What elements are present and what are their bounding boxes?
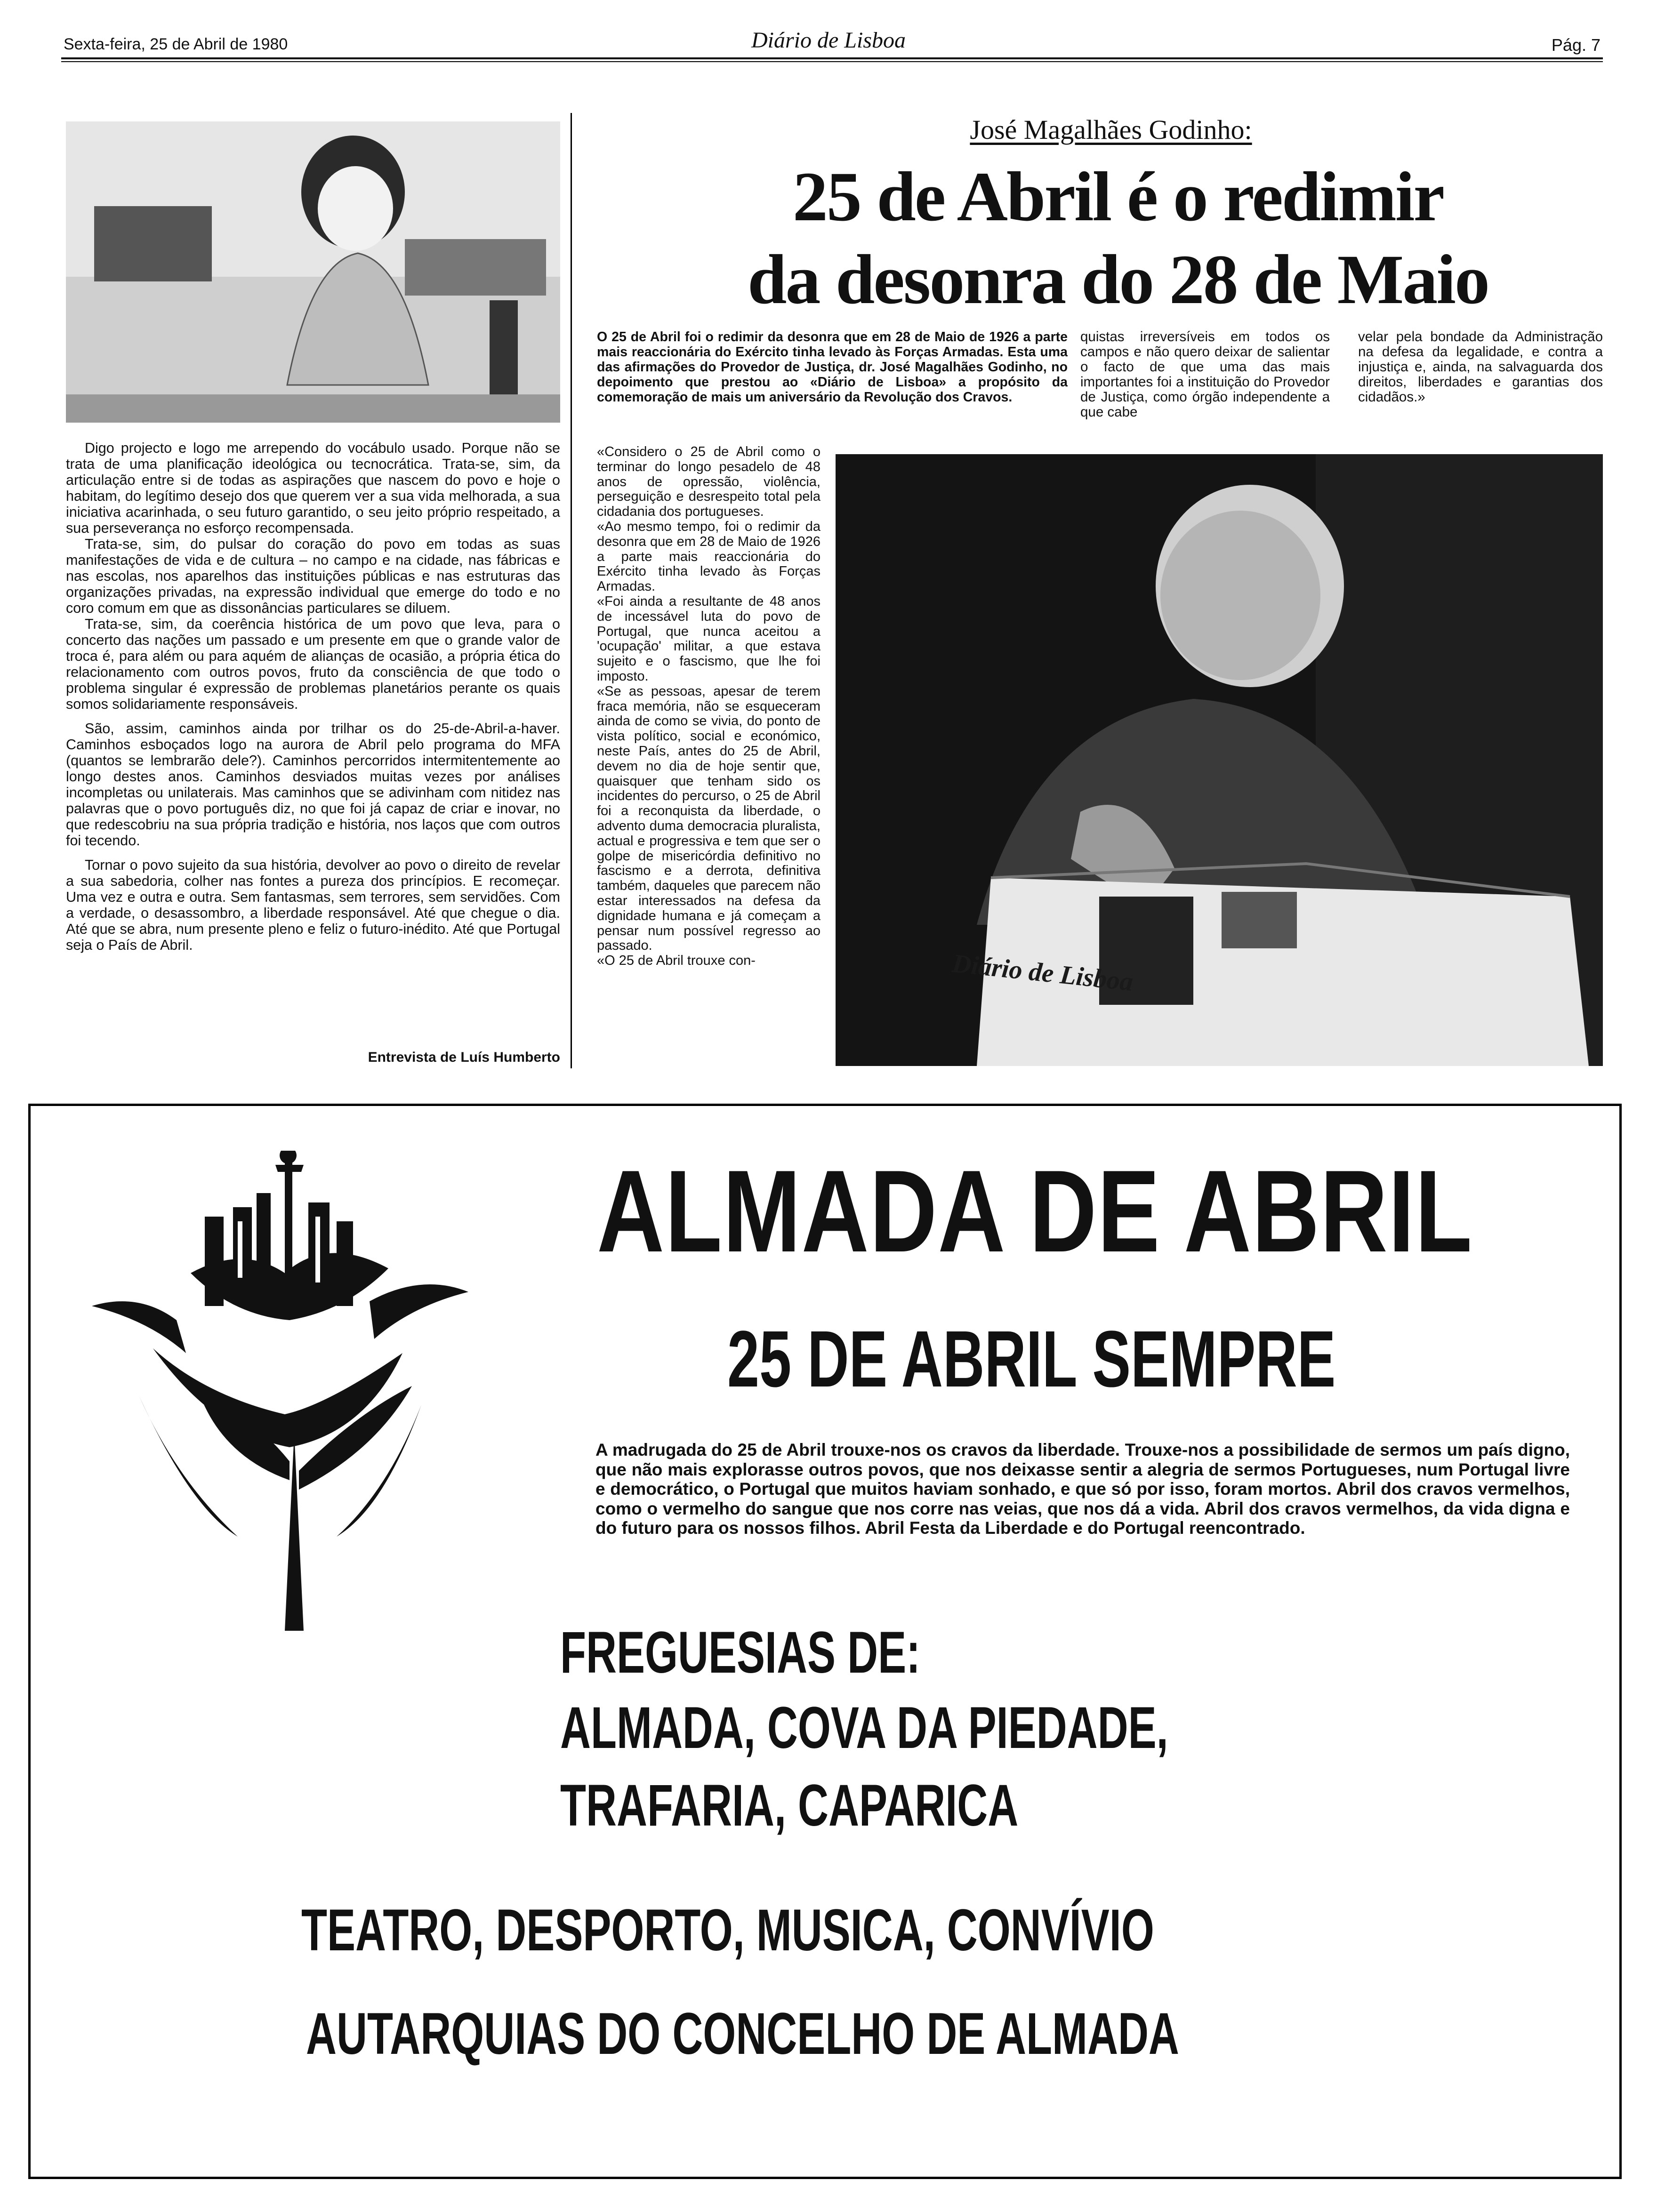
article-paragraph: «Ao mesmo tempo, foi o redimir da desonra que em 28 de Maio de 1926 a parte mais reaccionária do Exército tinha levado às Forças Armadas. [597,519,820,594]
carnation-illustration [82,1151,473,1631]
article-paragraph: «Foi ainda a resultante de 48 anos de incessável luta do povo de Portugal, que nunca aceitou a 'ocupação' militar, a que estava sujeito e o fascismo, que lhe foi imposto. [597,593,820,684]
interview-credit: Entrevista de Luís Humberto [368,1050,560,1065]
ad-line-3: TRAFARIA, CAPARICA [560,1773,1019,1838]
ad-line-5: AUTARQUIAS DO CONCELHO DE ALMADA [306,2001,1179,2067]
article-col-3: velar pela bondade da Administração na defesa da legalidade, e contra a injustiça e, ainda, na salvaguarda dos direitos, liberdades e garantias dos cidadãos.» [1358,329,1603,405]
ad-line-4: TEATRO, DESPORTO, MUSICA, CONVÍVIO [301,1898,1154,1963]
masthead: Diário de Lisboa [751,28,906,53]
interview-paragraph: Digo projecto e logo me arrependo do vocábulo usado. Porque não se trata de uma planificação ideológica ou tecnocrática. Trata-se, sim, da articulação entre si de todas as aspirações que nascem do povo e hoje o habitam, do legítimo desejo dos que querem ver a sua vida melhorada, a sua iniciativa acarinhada, o seu futuro garantido, o seu jeito próprio respeitado, a sua perseverança no esforço recompensada. [66,440,560,536]
ad-line-1: FREGUESIAS DE: [560,1620,921,1685]
interview-paragraph: São, assim, caminhos ainda por trilhar os do 25-de-Abril-a-haver. Caminhos esboçados logo na aurora de Abril pelo programa do MFA (quantos se lembrarão dele?). Caminhos percorridos intermitentemente ao longo destes anos. Caminhos desviados muitas vezes por análises incompletas ou unilaterais. Mas caminhos que se adivinham com nitidez nas palavras que o povo português diz, no que foi já capaz de criar e inovar, no que redescobriu na sua própria tradição e história, nos laços que com outros foi tecendo. [66,721,560,849]
headline-line-1: 25 de Abril é o redimir [792,158,1444,236]
interview-paragraph: Tornar o povo sujeito da sua história, devolver ao povo o direito de revelar a sua sabedoria, colher nas fontes a pureza dos princípios. E recomeçar. Uma vez e outra e outra. Sem fantasmas, sem terrores, sem servidões. Com a verdade, o desassombro, a liberdade responsável. Até que chegue o dia. Até que se abra, num presente pleno e feliz o futuro-inédito. Até que Portugal seja o País de Abril. [66,857,560,953]
headline-line-2: da desonra do 28 de Maio [748,240,1488,319]
header-rule [61,57,1603,59]
interview-photo-figure [66,121,560,423]
article-kicker: José Magalhães Godinho: [970,114,1252,145]
ad-subtitle: 25 DE ABRIL SEMPRE [727,1314,1336,1404]
ad-body: A madrugada do 25 de Abril trouxe-nos os cravos da liberdade. Trouxe-nos a possibilidade de sermos um país digno, que não mais explorasse outros povos, que nos deixasse sentir a alegria de sermos Portugueses, num Portugal livre e democrático, o Portugal que muitos haviam sonhado, e que só por isso, foram mortos. Abril dos cravos vermelhos, como o vermelho do sangue que nos corre nas veias, que nos dá a vida. Abril dos cravos vermelhos, da vida digna e do futuro para os nossos filhos. Abril Festa da Liberdade e do Portugal reencontrado. [595,1440,1570,1538]
newspaper-in-photo-masthead: Diário de Lisboa [950,949,1135,997]
article-lead: O 25 de Abril foi o redimir da desonra que em 28 de Maio de 1926 a parte mais reaccionária do Exército tinha levado às Forças Armadas. Esta uma das afirmações do Provedor de Justiça, dr. José Magalhães Godinho, no depoimento que prestou ao «Diário de Lisboa» a propósito da comemoração de mais um aniversário da Revolução dos Cravos. [597,329,1068,405]
article-col-1 [597,445,820,969]
article-photo [836,454,1603,1066]
interview-paragraph: Trata-se, sim, da coerência histórica de um povo que leva, para o concerto das nações um passado e um presente em que o grande valor de troca é, para além ou para aquém de alianças de ocasião, a própria ética do relacionamento com outros povos, fruto da consciência de que todo o problema singular é expressão de problemas planetários perante os quais somos solidariamente responsáveis. [66,616,560,712]
header-date: Sexta-feira, 25 de Abril de 1980 [64,35,288,53]
ad-title: ALMADA DE ABRIL [597,1146,1473,1276]
interview-body [66,440,560,953]
article-col-2: quistas irreversíveis em todos os campos e não quero deixar de salientar o facto de que uma das mais importantes foi a instituição do Provedor de Justiça, como órgão independente a que cabe [1080,329,1330,420]
article-paragraph: «Se as pessoas, apesar de terem fraca memória, não se esqueceram ainda de como se vivia, do ponto de vista político, social e económico, neste País, antes do 25 de Abril, devem no dia de hoje sentir que, quaisquer que tenham sido os incidentes do percurso, o 25 de Abril foi a reconquista da liberdade, o advento duma democracia pluralista, actual e progressiva e tem que ser o golpe de misericórdia definitivo no fascismo e a derrota, definitiva também, daqueles que parecem não estar interessados na defesa da dignidade humana e já começam a pensar num possível regresso ao passado. [597,683,820,954]
article-paragraph: «O 25 de Abril trouxe con- [597,953,756,969]
interview-photo [66,121,560,423]
interview-paragraph: Trata-se, sim, do pulsar do coração do povo em todas as suas manifestações de vida e de cultura – no campo e na cidade, nas fábricas e nas escolas, nos aparelhos das instituições públicas e nas estruturas das organizações privadas, na expressão individual que emerge do todo e no coro comum em que as dissonâncias particulares se diluem. [66,536,560,616]
article-headline [579,155,1657,321]
article-paragraph: «Considero o 25 de Abril como o terminar do longo pesadelo de 48 anos de opressão, violência, perseguição e desrespeito total pela cidadania dos portugueses. [597,444,820,520]
ad-line-2: ALMADA, COVA DA PIEDADE, [560,1695,1168,1761]
page-number: Pág. 7 [1551,35,1601,55]
header-rule-thin [61,61,1603,62]
column-divider [571,113,572,1068]
